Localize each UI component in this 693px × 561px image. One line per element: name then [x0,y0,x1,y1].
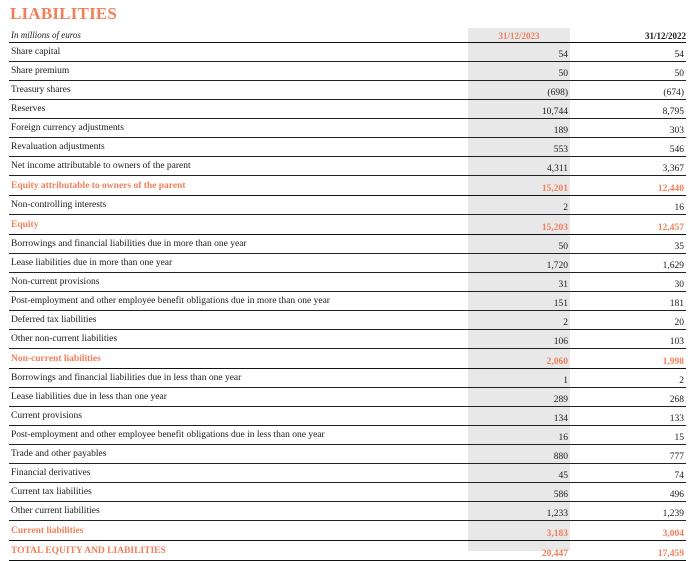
value-2023: 20,447 [541,548,568,559]
table-row [9,138,686,157]
value-2022: 303 [669,126,684,136]
value-2022: (674) [663,88,684,98]
row-label: Non-controlling interests [11,200,107,210]
value-2023: 3,183 [546,528,568,539]
row-label: Borrowings and financial liabilities due in less than one year [11,373,242,383]
table-row [9,254,686,273]
value-2023: 106 [553,337,568,347]
value-2022: 3,004 [662,528,684,539]
table-row [9,483,686,502]
row-label: Non-current liabilities [11,353,101,364]
table-row [9,369,686,388]
row-label: Revaluation adjustments [11,142,105,152]
row-label: Lease liabilities due in less than one year [11,392,167,402]
value-2023: 1,720 [546,261,568,271]
value-2022: 50 [674,69,684,79]
row-label: Borrowings and financial liabilities due in more than one year [11,239,247,249]
value-2023: (698) [547,88,568,98]
row-label: Reserves [11,104,46,114]
value-2023: 1,233 [546,509,568,519]
table-row [9,407,686,426]
value-2022: 1,239 [662,509,684,519]
value-2022: 3,367 [662,164,684,174]
table-total-row [9,521,686,541]
table-row [9,157,686,176]
value-2023: 289 [553,395,568,405]
value-2022: 1,629 [662,261,684,271]
value-2022: 54 [674,50,684,60]
value-2023: 2 [563,318,568,328]
row-label: Current provisions [11,411,82,421]
table-row [9,426,686,445]
value-2023: 16 [558,433,568,443]
value-2023: 4,311 [546,164,568,174]
value-2022: 133 [669,414,684,424]
value-2022: 20 [674,318,684,328]
row-label: Other non-current liabilities [11,334,118,344]
value-2023: 50 [558,242,568,252]
table-row [9,502,686,521]
table-row [9,235,686,254]
value-2022: 103 [669,337,684,347]
value-2022: 16 [674,203,684,213]
table-total-row [9,349,686,369]
value-2023: 1 [563,376,568,386]
table-row [9,273,686,292]
table-row [9,445,686,464]
row-label: Current tax liabilities [11,487,92,497]
row-label: TOTAL EQUITY AND LIABILITIES [11,545,166,556]
table-total-row [9,215,686,235]
value-2023: 2,060 [546,356,568,367]
value-2022: 268 [669,395,684,405]
row-label: Trade and other payables [11,449,107,459]
value-2023: 45 [558,471,568,481]
table-row [9,196,686,215]
value-2022: 8,795 [662,107,684,117]
row-label: Foreign currency adjustments [11,123,124,133]
table-row [9,43,686,62]
row-label: Lease liabilities due in more than one year [11,258,173,268]
table-row [9,62,686,81]
table-header [9,28,686,43]
column-header-2023: 31/12/2023 [498,31,540,41]
table-total-row [9,541,686,561]
table-row [9,388,686,407]
table-row [9,81,686,100]
value-2023: 553 [553,145,568,155]
table-total-row [9,176,686,196]
liabilities-table [9,28,686,561]
value-2022: 74 [674,471,684,481]
unit-label: In millions of euros [11,30,81,40]
column-header-2022: 31/12/2022 [644,31,686,41]
row-label: Non-current provisions [11,277,100,287]
value-2023: 31 [558,280,568,290]
value-2022: 17,459 [657,548,684,559]
value-2023: 134 [553,414,568,424]
row-label: Post-employment and other employee benefit obligations due in more than one year [11,296,330,306]
value-2022: 777 [669,452,684,462]
row-label: Current liabilities [11,525,84,536]
value-2023: 15,203 [541,222,568,233]
value-2022: 30 [674,280,684,290]
table-row [9,311,686,330]
row-label: Equity attributable to owners of the parent [11,180,186,191]
value-2022: 496 [669,490,684,500]
value-2023: 50 [558,69,568,79]
value-2022: 12,457 [657,222,684,233]
value-2023: 586 [553,490,568,500]
table-row [9,464,686,483]
value-2023: 54 [558,50,568,60]
value-2023: 189 [553,126,568,136]
value-2022: 546 [669,145,684,155]
row-label: Net income attributable to owners of the parent [11,161,191,171]
row-label: Other current liabilities [11,506,100,516]
value-2023: 10,744 [541,107,568,117]
value-2022: 181 [669,299,684,309]
row-label: Financial derivatives [11,468,91,478]
row-label: Equity [11,219,39,230]
table-body [9,43,686,561]
page-title: LIABILITIES [10,4,118,23]
value-2022: 1,998 [662,356,684,367]
table-row [9,119,686,138]
row-label: Share premium [11,66,70,76]
value-2023: 151 [553,299,568,309]
value-2023: 880 [553,452,568,462]
value-2022: 2 [679,376,684,386]
table-row [9,330,686,349]
value-2022: 35 [674,242,684,252]
table-row [9,292,686,311]
value-2023: 2 [563,203,568,213]
value-2022: 15 [674,433,684,443]
row-label: Share capital [11,47,61,57]
value-2023: 15,201 [541,183,568,194]
table-row [9,100,686,119]
row-label: Post-employment and other employee benefit obligations due in less than one year [11,430,325,440]
value-2022: 12,440 [657,183,684,194]
row-label: Treasury shares [11,85,71,95]
row-label: Deferred tax liabilities [11,315,97,325]
